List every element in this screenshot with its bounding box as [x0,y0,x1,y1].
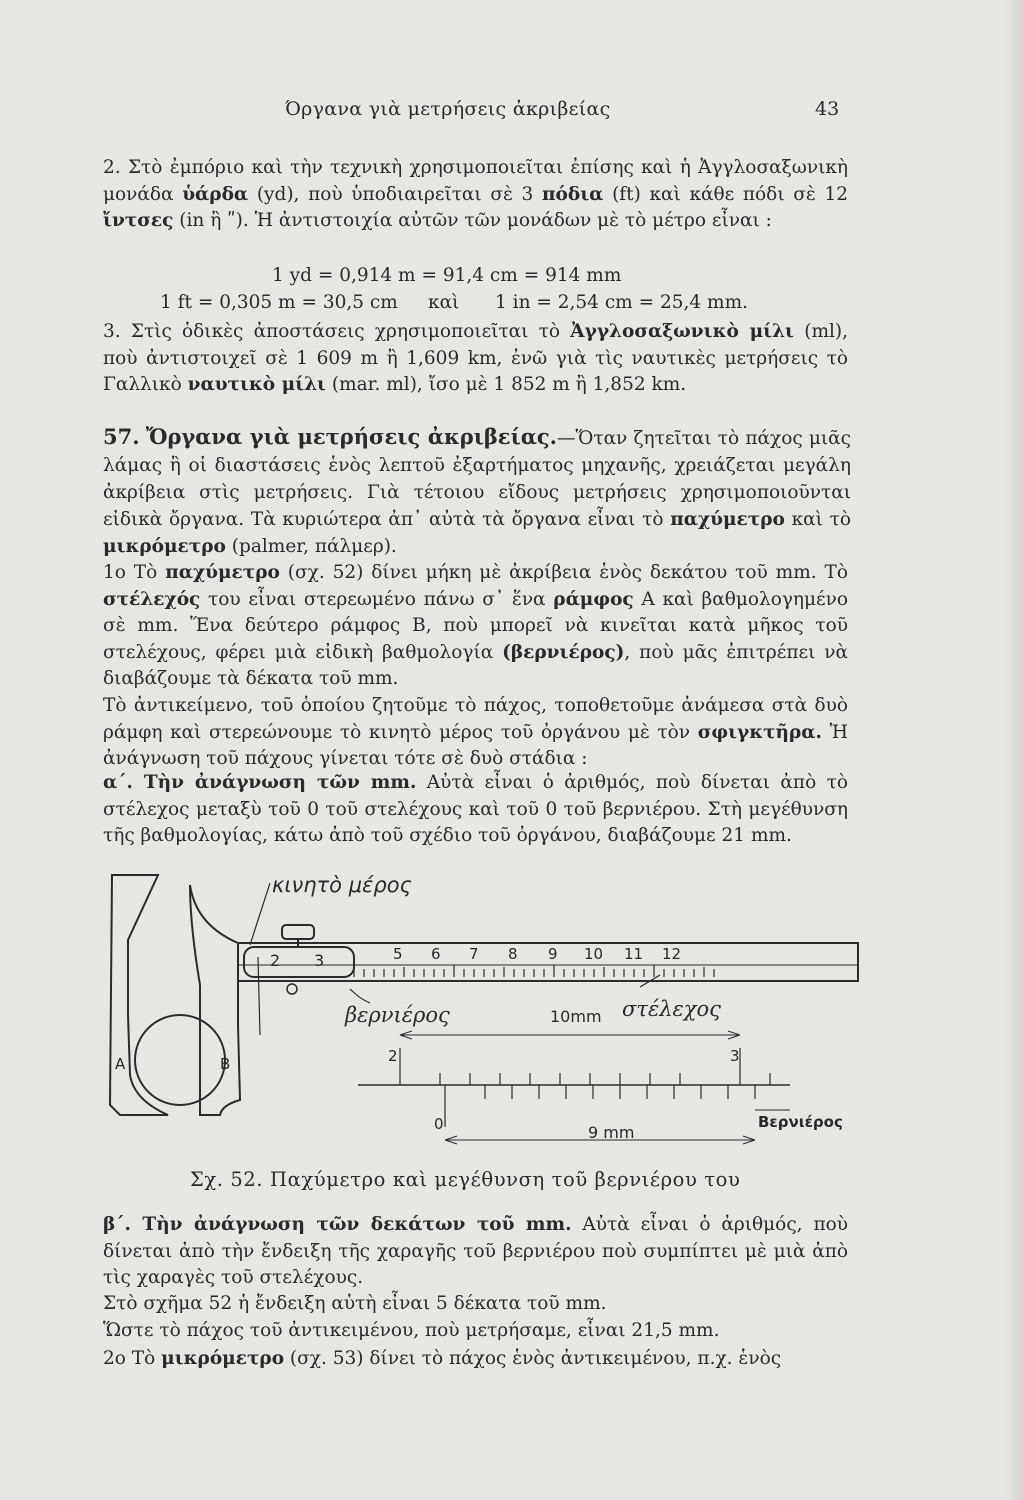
paragraph-stage-b: β΄. Τὴν ἀνάγνωση τῶν δεκάτων τοῦ mm. Αὐτὰ εἶναι ὁ ἀριθμός, ποὺ δίνεται ἀπὸ τὴν ἔνδειξη τῆς χαραγῆς τοῦ βερνιέρου ποὺ συμπίπτει μὲ μιὰ ἀπὸ τὶς χαραγὲς τοῦ στελέχους. [103,1214,848,1289]
paragraph-object: Τὸ ἀντικείμενο, τοῦ ὁποίου ζητοῦμε τὸ πάχος, τοποθετοῦμε ἀνάμεσα στὰ δυὸ ράμφη καὶ στερεώνουμε τὸ κινητὸ μέρος τοῦ ὀργάνου μὲ τὸν σφιγκτῆρα. Ἡ ἀνάγνωση τοῦ πάχους γίνεται τότε σὲ δυὸ στάδια : [103,695,848,770]
stem-num-12: 12 [662,945,682,963]
stem-num-7: 7 [469,945,479,963]
mag-num-3: 3 [730,1047,740,1065]
section-number: 57. [103,424,140,449]
page-header [0,98,1023,128]
page-edge-shadow [1005,0,1023,1500]
page-number: 43 [815,98,840,120]
term-mile: Ἀγγλοσαξωνικὸ μίλι [570,321,794,342]
equation-yard: 1 yd = 0,914 m = 91,4 cm = 914 mm [272,265,622,286]
stem-num-8: 8 [508,945,518,963]
paragraph-micrometer: 2ο Τὸ μικρόμετρο (σχ. 53) δίνει τὸ πάχος ἑνὸς ἀντικειμένου, π.χ. ἑνὸς [103,1348,782,1369]
equation-inch: 1 in = 2,54 cm = 25,4 mm. [495,292,749,313]
label-vernier-bold: Βερνιέρος [758,1113,843,1131]
label-9mm: 9 mm [588,1123,635,1142]
paragraph-caliper: 1ο Τὸ παχύμετρο (σχ. 52) δίνει μήκη μὲ ἀκρίβεια ἑνὸς δεκάτου τοῦ mm. Τὸ στέλεχός του εἶναι στερεωμένο πάνω σ᾿ ἕνα ράμφος Α καὶ βαθμολογημένο σὲ mm. Ἕνα δεύτερο ράμφος Β, ποὺ μπορεῖ νὰ κινεῖται κατὰ μῆκος τοῦ στελέχους, φέρει μιὰ εἰδικὴ βαθμολογία (βερνιέρος), ποὺ μᾶς ἐπιτρέπει νὰ διαβάζουμε τὰ δέκατα τοῦ mm. [103,562,849,690]
paragraph-stage-a: α΄. Τὴν ἀνάγνωση τῶν mm. Αὐτὰ εἶναι ὁ ἀριθμός, ποὺ δίνεται ἀπὸ τὸ στέλεχος μεταξὺ τοῦ 0 τοῦ στελέχους καὶ τοῦ 0 τοῦ βερνιέρου. Στὴ μεγέθυνση τῆς βαθμολογίας, κάτω ἀπὸ τοῦ σχέδιο τοῦ ὀργάνου, διαβάζουμε 21 mm. [103,772,848,847]
measured-object [135,1015,225,1105]
stem-num-10: 10 [584,945,604,963]
mag-num-0: 0 [434,1115,444,1133]
caliper-drawing [100,865,860,1165]
stem-num-11: 11 [624,945,644,963]
clamp-screw [282,925,314,939]
stem-num-6: 6 [431,945,441,963]
vernier-window [244,947,354,977]
equation-foot: 1 ft = 0,305 m = 30,5 cm [160,292,398,313]
label-10mm: 10mm [550,1007,602,1026]
vernier-num-2: 2 [270,951,281,970]
paragraph-figure-reading: Στὸ σχῆμα 52 ἡ ἔνδειξη αὐτὴ εἶναι 5 δέκατα τοῦ mm. [103,1293,607,1314]
label-moving-part: κινητὸ μέρος [272,873,412,897]
term-feet: πόδια [542,183,604,205]
paragraph-result: Ὥστε τὸ πάχος τοῦ ἀντικειμένου, ποὺ μετρήσαμε, εἶναι 21,5 mm. [103,1320,720,1341]
stem-num-5: 5 [393,945,403,963]
stage-b-label: β΄. Τὴν ἀνάγνωση τῶν δεκάτων τοῦ mm. [103,1214,572,1235]
term-yard: ὑάρδα [182,183,249,205]
paragraph-mile: 3. Στὶς ὁδικὲς ἀποστάσεις χρησιμοποιεῖται τὸ Ἀγγλοσαξωνικὸ μίλι (ml), ποὺ ἀντιστοιχεῖ σὲ 1 609 m ἢ 1,609 km, ἐνῶ γιὰ τὶς ναυτικὲς μετρήσεις τὸ Γαλλικὸ ναυτικὸ μίλι (mar. ml), ἴσο μὲ 1 852 m ἢ 1,852 km. [103,321,849,396]
jaw-b-label: B [220,1055,231,1073]
caliper-figure [100,865,860,1165]
moving-jaw-b [190,885,240,1115]
term-inches: ἴντσες [103,210,174,232]
section-57: 57. Ὄργανα γιὰ μετρήσεις ἀκριβείας.—Ὅταν ζητεῖται τὸ πάχος μιᾶς λάμας ἢ οἱ διαστάσεις ἑνὸς λεπτοῦ ἐξαρτήματος μηχανῆς, χρειάζεται μεγάλη ἀκρίβεια στὶς μετρήσεις. Γιὰ τέτοιου εἴδους μετρήσεις χρησιμοποιοῦνται εἰδικὰ ὄργανα. Τὰ κυριώτερα ἀπ᾿ αὐτὰ τὰ ὄργανα εἶναι τὸ παχύμετρο καὶ τὸ μικρόμετρο (palmer, πάλμερ). [103,424,851,557]
stage-a-label: α΄. Τὴν ἀνάγνωση τῶν mm. [103,772,417,793]
figure-caption: Σχ. 52. Παχύμετρο καὶ μεγέθυνση τοῦ βερνιέρου του [190,1168,741,1191]
term-nautical-mile: ναυτικὸ μίλι [187,374,326,396]
stem-num-9: 9 [548,945,558,963]
running-title: Όργανα γιὰ μετρήσεις ἀκριβείας [285,98,611,120]
equation-and: καὶ [428,292,460,313]
mag-num-2: 2 [388,1047,398,1065]
section-title: Ὄργανα γιὰ μετρήσεις ἀκριβείας. [145,424,557,449]
label-stem: στέλεχος [622,997,721,1021]
label-vernier: βερνιέρος [345,1003,450,1027]
jaw-a-label: A [115,1055,126,1073]
paragraph-yard: 2. Στὸ ἐμπόριο καὶ τὴν τεχνικὴ χρησιμοποιεῖται ἐπίσης καὶ ἡ Ἀγγλοσαξωνικὴ μονάδα ὑάρδα (yd), ποὺ ὑποδιαιρεῖται σὲ 3 πόδια (ft) καὶ κάθε πόδι σὲ 12 ἴντσες (in ἢ ʺ). Ἡ ἀντιστοιχία αὐτῶν τῶν μονάδων μὲ τὸ μέτρο εἶναι : [103,157,848,232]
vernier-num-3: 3 [314,951,325,970]
